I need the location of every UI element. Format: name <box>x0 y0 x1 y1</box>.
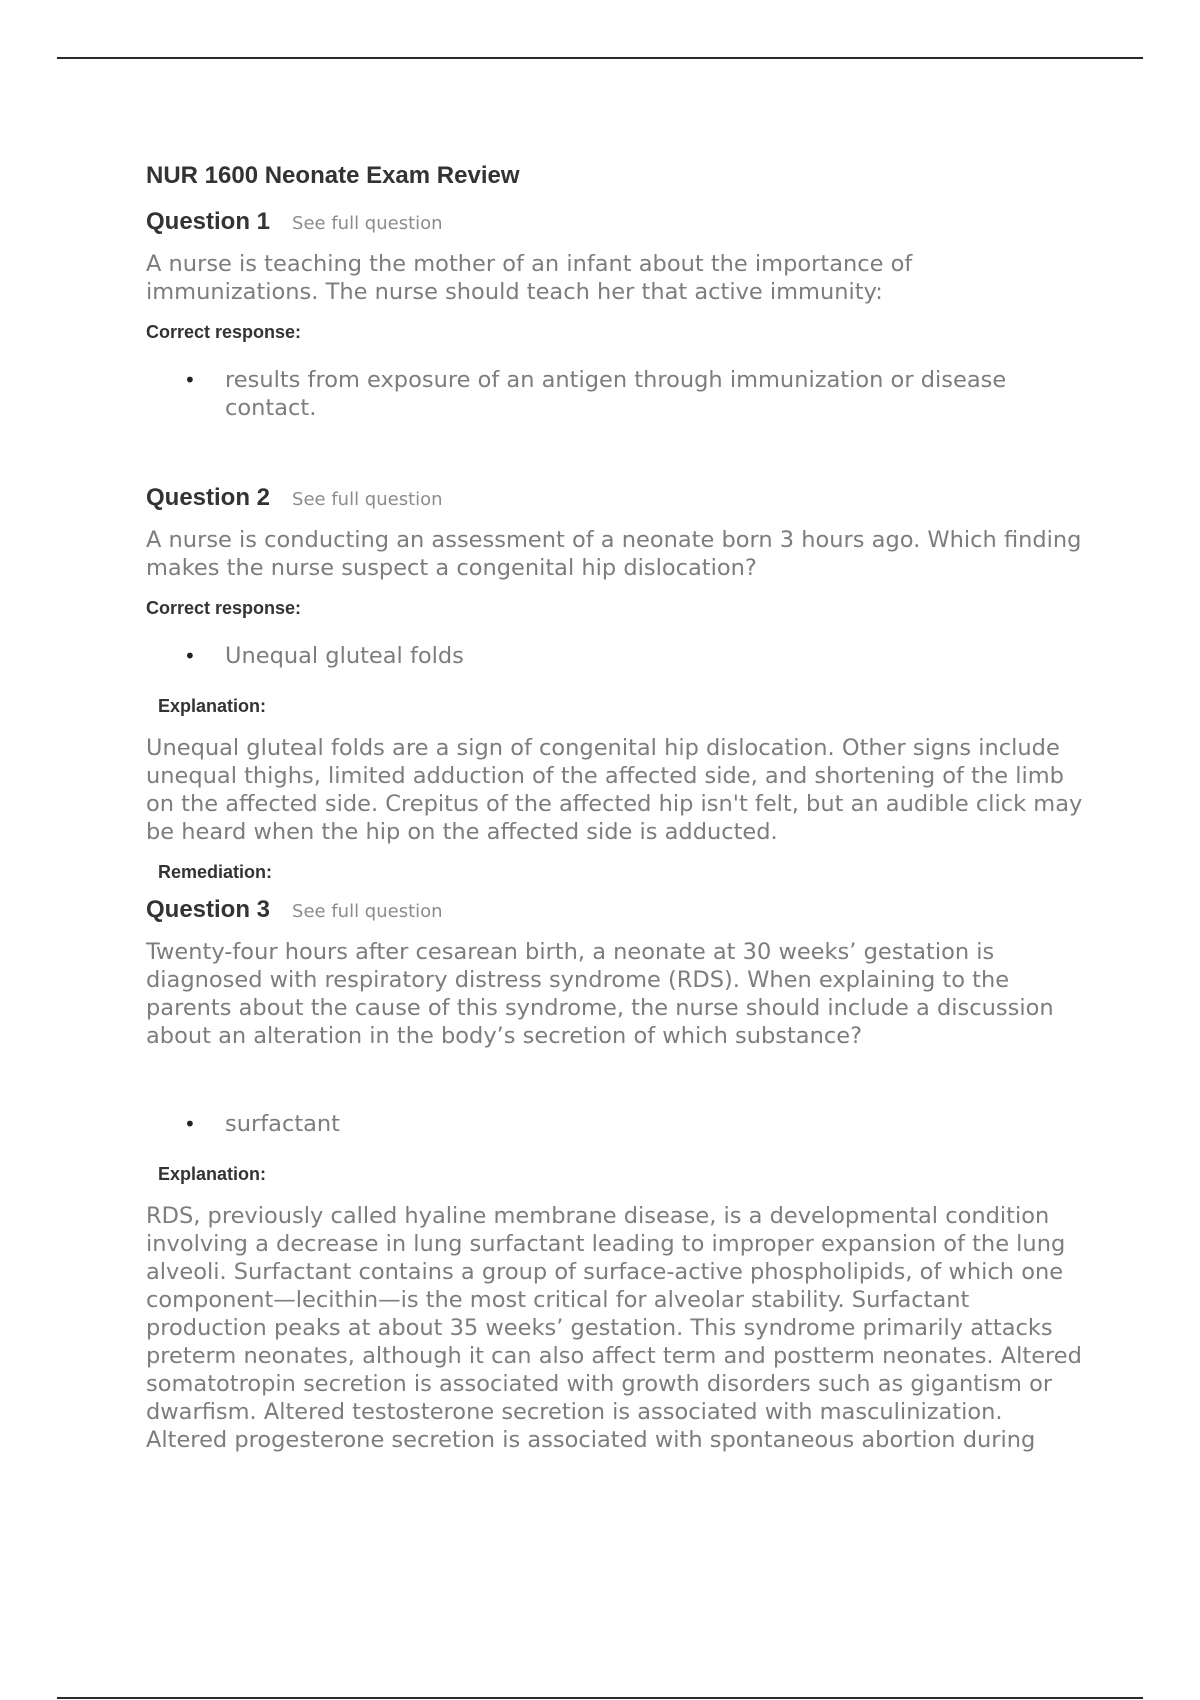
explanation-label: Explanation: <box>158 1164 267 1184</box>
see-full-question-link[interactable]: See full question <box>292 489 443 510</box>
answer-item <box>146 366 1086 422</box>
answer-text: results from exposure of an antigen through immunization or disease contact. <box>225 367 1007 421</box>
question-title: Question 1 <box>146 208 271 235</box>
question-text: A nurse is conducting an assessment of a neonate born 3 hours ago. Which finding makes the nurse suspect a congenital hip dislocation? <box>146 527 1082 581</box>
question-text: A nurse is teaching the mother of an infant about the importance of immunizations. The nurse should teach her that active immunity: <box>146 251 913 305</box>
bullet-icon: • <box>184 644 196 668</box>
bottom-rule <box>57 1697 1143 1699</box>
answer-text: surfactant <box>225 1111 341 1137</box>
answer-item <box>146 1110 1086 1138</box>
answer-item <box>146 642 1086 670</box>
explanation-text: Unequal gluteal folds are a sign of congenital hip dislocation. Other signs include unequal thighs, limited adduction of the affected side, and shortening of the limb on the affected side. Crepitus of the affected hip isn't felt, but an audible click may be heard when the hip on the affected side is adducted. <box>146 735 1083 845</box>
bullet-icon: • <box>184 368 196 392</box>
question-3 <box>146 894 1086 1454</box>
see-full-question-link[interactable]: See full question <box>292 213 443 234</box>
see-full-question-link[interactable]: See full question <box>292 901 443 922</box>
question-title: Question 2 <box>146 484 271 511</box>
question-title: Question 3 <box>146 896 271 923</box>
question-header <box>146 482 1086 516</box>
document-body <box>146 160 1086 1454</box>
question-text: Twenty-four hours after cesarean birth, a neonate at 30 weeks’ gestation is diagnosed with respiratory distress syndrome (RDS). When explaining to the parents about the cause of this syndrome, the nurse should include a discussion about an alteration in the body’s secretion of which substance? <box>146 939 1054 1049</box>
question-1 <box>146 206 1086 422</box>
question-2 <box>146 482 1086 884</box>
answer-text: Unequal gluteal folds <box>225 643 464 669</box>
explanation-text: RDS, previously called hyaline membrane disease, is a developmental condition involving a decrease in lung surfactant leading to improper expansion of the lung alveoli. Surfactant contains a group of surface-active phospholipids, of which one component—lecithin—is the most critical for alveolar stability. Surfactant production peaks at about 35 weeks’ gestation. This syndrome primarily attacks preterm neonates, although it can also affect term and postterm neonates. Altered somatotropin secretion is associated with growth disorders such as gigantism or dwarfism. Altered testosterone secretion is associated with masculinization. Altered progesterone secretion is associated with spontaneous abortion during <box>146 1203 1082 1453</box>
correct-response-label: Correct response: <box>146 322 302 342</box>
question-header <box>146 206 1086 240</box>
remediation-label: Remediation: <box>158 862 273 882</box>
document-title: NUR 1600 Neonate Exam Review <box>146 162 520 189</box>
top-rule <box>57 57 1143 59</box>
correct-response-label: Correct response: <box>146 598 302 618</box>
explanation-label: Explanation: <box>158 696 267 716</box>
bullet-icon: • <box>184 1112 196 1136</box>
question-header <box>146 894 1086 928</box>
